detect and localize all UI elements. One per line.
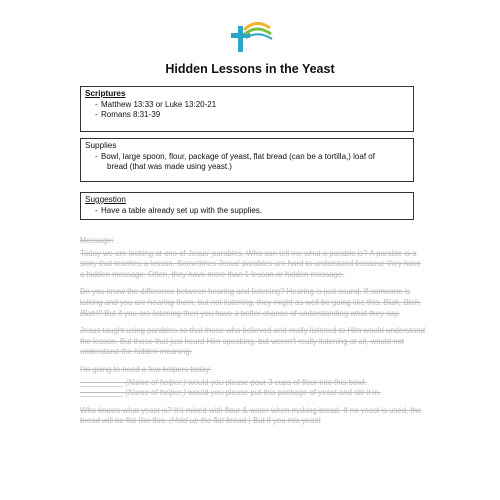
message-paragraph-2 [80, 287, 425, 319]
paragraph-text: Do you know the difference between hearing and listening? Hearing is just sound. If someone is talking and you are hearing them, but not listening, they might as well be going like this. [80, 287, 411, 307]
supplies-box [80, 138, 414, 182]
paragraph-text: But if you are listening then you have a better chance of understanding what they say. [102, 308, 400, 318]
supplies-list [85, 152, 409, 173]
helper-line-2 [80, 388, 425, 399]
suggestion-box [80, 192, 414, 220]
paragraph-emphasis: (Hold up the flat bread.) [166, 416, 251, 426]
suggestion-list [85, 206, 409, 217]
cross-logo-icon [226, 20, 276, 56]
message-heading: Message: [80, 236, 114, 245]
blank-line: __________ [80, 388, 124, 398]
message-section [80, 236, 425, 434]
paragraph-text: Who knows what yeast is? It's mixed with flour & water when making bread. If no yeast is used, the bread will be flat like this. [80, 405, 422, 426]
logo [226, 20, 276, 56]
paragraph-text: would you please put this package of yeast and stir it in. [185, 388, 381, 398]
supplies-line-2: bread (that was made using yeast.) [107, 162, 232, 171]
message-paragraph-3: Jesus taught using parables so that those who believed and really listened to Him would understand the lesson. But those that just heard Him speaking, but weren't really listening at all, would not understand the hidden meaning. [80, 326, 426, 357]
helper-name: (Name of helper.) [123, 388, 186, 398]
supplies-line-1: Bowl, large spoon, flour, package of yeast, flat bread (can be a tortilla,) loaf of [101, 151, 375, 161]
paragraph-emphasis: Blah, Blah, Blah!!! [80, 297, 422, 318]
message-paragraph-1: Today we are looking at one of Jesus' parables. Who can tell me what a parable is? A parable is a story that teaches a lesson. Sometimes Jesus' parables are hard to understand because they have a hidden message. Often, they have more than 1 lesson or hidden message. [80, 248, 421, 279]
list-item: - Romans 8:31-39 [95, 110, 409, 121]
blank-line: __________ [80, 377, 124, 387]
paragraph-text: would you please pour 3 cups of flour into this bowl. [185, 377, 367, 387]
list-item: - Have a table already set up with the supplies. [95, 206, 409, 217]
helper-name: (Name of helper.) [123, 377, 186, 387]
helper-line-1 [80, 378, 425, 389]
list-item [95, 152, 409, 173]
supplies-heading: Supplies [85, 141, 117, 150]
scriptures-box [80, 86, 414, 132]
message-paragraph-4: I'm going to need a few helpers today: [80, 364, 212, 374]
paragraph-text: But if you mix yeast [250, 416, 321, 426]
list-item: - Matthew 13:33 or Luke 13:20-21 [95, 100, 409, 111]
message-paragraph-5 [80, 406, 425, 427]
suggestion-heading: Suggestion [85, 195, 126, 204]
scriptures-heading: Scriptures [85, 89, 126, 98]
scriptures-list [85, 100, 409, 121]
page-title: Hidden Lessons in the Yeast [165, 62, 335, 76]
